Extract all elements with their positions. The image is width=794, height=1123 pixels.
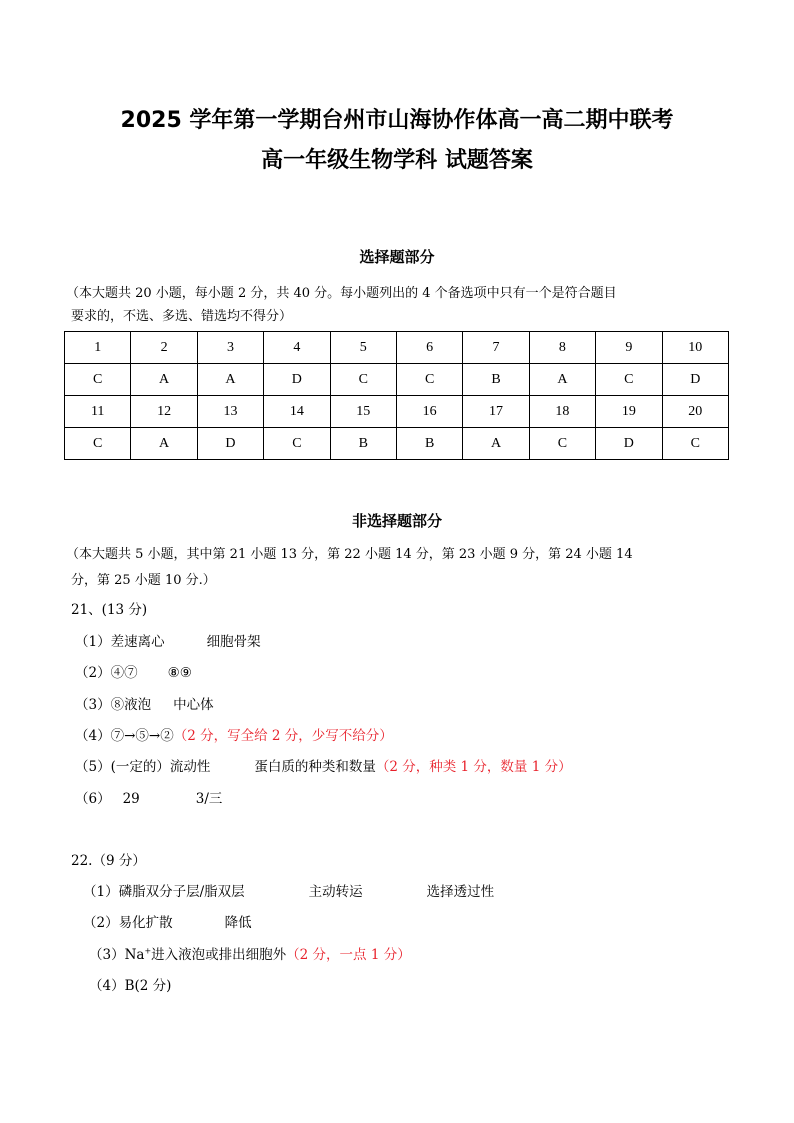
nonchoice-note-line1: （本大题共 5 小题，其中第 21 小题 13 分，第 22 小题 14 分，第 23 小题 9 分，第 24 小题 14 (66, 547, 633, 562)
q22-header: 22.（9 分） (71, 853, 146, 869)
q21-a6-label: （6） (75, 791, 111, 807)
question-number-cell: 18 (529, 396, 595, 428)
q22-a1-value3: 选择透过性 (426, 884, 495, 900)
question-number-cell: 13 (197, 396, 263, 428)
answer-cell: C (596, 364, 662, 396)
exam-title-line1: 2025 学年第一学期台州市山海协作体高一高二期中联考 (120, 108, 674, 133)
nonchoice-section-heading: 非选择题部分 (351, 512, 442, 530)
q21-a4-scoring-note: （2 分，写全给 2 分，少写不给分） (173, 728, 393, 744)
q21-a4-label: （4） (75, 728, 111, 744)
q21-answer-3 (75, 695, 214, 715)
question-number-cell: 1 (65, 332, 131, 364)
nonchoice-note-line2: 分，第 25 小题 10 分.） (71, 573, 216, 588)
answer-cell: B (463, 364, 529, 396)
q22-answer-3 (89, 945, 411, 965)
question-number-cell: 16 (396, 396, 462, 428)
q22-a4-label: （4） (89, 978, 125, 994)
answer-cell: C (65, 364, 131, 396)
question-number-cell: 9 (596, 332, 662, 364)
q21-a1-value1: 差速离心 (110, 634, 165, 650)
q22-a3-label: （3） (89, 947, 125, 963)
q22-answer-4 (89, 976, 171, 996)
question-number-cell: 19 (596, 396, 662, 428)
answer-cell: D (197, 428, 263, 460)
q21-a2-label: （2） (75, 665, 111, 681)
q21-a3-value2: 中心体 (173, 697, 214, 713)
q22-a2-label: （2） (83, 915, 119, 931)
q21-a5-value1: (一定的）流动性 (110, 759, 211, 775)
q22-a1-value2: 主动转运 (308, 884, 363, 900)
q21-a3-value1: ⑧液泡 (110, 697, 152, 713)
q22-answer-2 (83, 913, 252, 933)
question-number-cell: 14 (264, 396, 330, 428)
q21-header: 21、(13 分) (71, 602, 148, 618)
q22-a1-label: （1） (83, 884, 119, 900)
answer-cell: C (396, 364, 462, 396)
q21-a4-value1: ⑦→⑤→② (110, 728, 174, 744)
question-number-cell: 8 (529, 332, 595, 364)
question-number-cell: 12 (131, 396, 197, 428)
question-number-cell: 6 (396, 332, 462, 364)
answer-cell: B (396, 428, 462, 460)
table-row-numbers-2 (65, 396, 729, 428)
question-number-cell: 2 (131, 332, 197, 364)
q21-answer-5 (75, 757, 572, 777)
question-number-cell: 10 (662, 332, 728, 364)
answer-cell: B (330, 428, 396, 460)
answer-cell: A (463, 428, 529, 460)
q21-answer-2 (75, 663, 192, 683)
q22-a3-value: 进入液泡或排出细胞外 (151, 947, 287, 963)
q21-a6-value2: 3/三 (195, 791, 223, 807)
q21-a5-scoring-note: （2 分，种类 1 分，数量 1 分） (375, 759, 572, 775)
question-number-cell: 11 (65, 396, 131, 428)
exam-title-line2: 高一年级生物学科 试题答案 (261, 148, 533, 173)
choice-section-heading: 选择题部分 (359, 248, 435, 266)
q21-answer-6 (75, 789, 222, 809)
choice-note-line1: （本大题共 20 小题，每小题 2 分，共 40 分。每小题列出的 4 个备选项中只有一个是符合题目 (66, 286, 617, 301)
answer-cell: C (529, 428, 595, 460)
question-number-cell: 15 (330, 396, 396, 428)
q21-a1-value2: 细胞骨架 (206, 634, 261, 650)
answer-cell: C (65, 428, 131, 460)
table-row-answers-2 (65, 428, 729, 460)
answer-cell: A (131, 364, 197, 396)
q21-a5-value2: 蛋白质的种类和数量 (254, 759, 376, 775)
q22-a3-superscript: + (144, 946, 152, 956)
question-number-cell: 5 (330, 332, 396, 364)
q22-a4-value: B(2 分) (124, 978, 172, 994)
q22-a3-prefix: Na (124, 947, 145, 963)
answer-cell: D (596, 428, 662, 460)
answer-cell: C (330, 364, 396, 396)
question-number-cell: 17 (463, 396, 529, 428)
q21-a5-label: （5） (75, 759, 111, 775)
q21-answer-1 (75, 632, 261, 652)
answer-cell: C (264, 428, 330, 460)
question-number-cell: 4 (264, 332, 330, 364)
q22-a1-value1: 磷脂双分子层/脂双层 (118, 884, 245, 900)
answer-cell: A (197, 364, 263, 396)
q22-a3-scoring-note: （2 分，一点 1 分） (286, 947, 411, 963)
q22-answer-1 (83, 882, 494, 902)
q21-a3-label: （3） (75, 697, 111, 713)
q21-a1-label: （1） (75, 634, 111, 650)
choice-note-line2: 要求的，不选、多选、错选均不得分） (71, 309, 293, 324)
question-number-cell: 3 (197, 332, 263, 364)
q22-a2-value1: 易化扩散 (118, 915, 173, 931)
answer-cell: A (131, 428, 197, 460)
answer-cell: D (264, 364, 330, 396)
question-number-cell: 20 (662, 396, 728, 428)
q21-a6-value1: 29 (122, 791, 140, 807)
answer-cell: C (662, 428, 728, 460)
table-row-answers-1 (65, 364, 729, 396)
q21-a2-value1: ④⑦ (110, 665, 138, 681)
table-row-numbers-1 (65, 332, 729, 364)
question-number-cell: 7 (463, 332, 529, 364)
q21-answer-4 (75, 726, 393, 746)
q22-a2-value2: 降低 (224, 915, 252, 931)
answer-cell: A (529, 364, 595, 396)
answer-cell: D (662, 364, 728, 396)
answer-table (64, 331, 729, 460)
q21-a2-value2: ⑧⑨ (167, 665, 192, 681)
